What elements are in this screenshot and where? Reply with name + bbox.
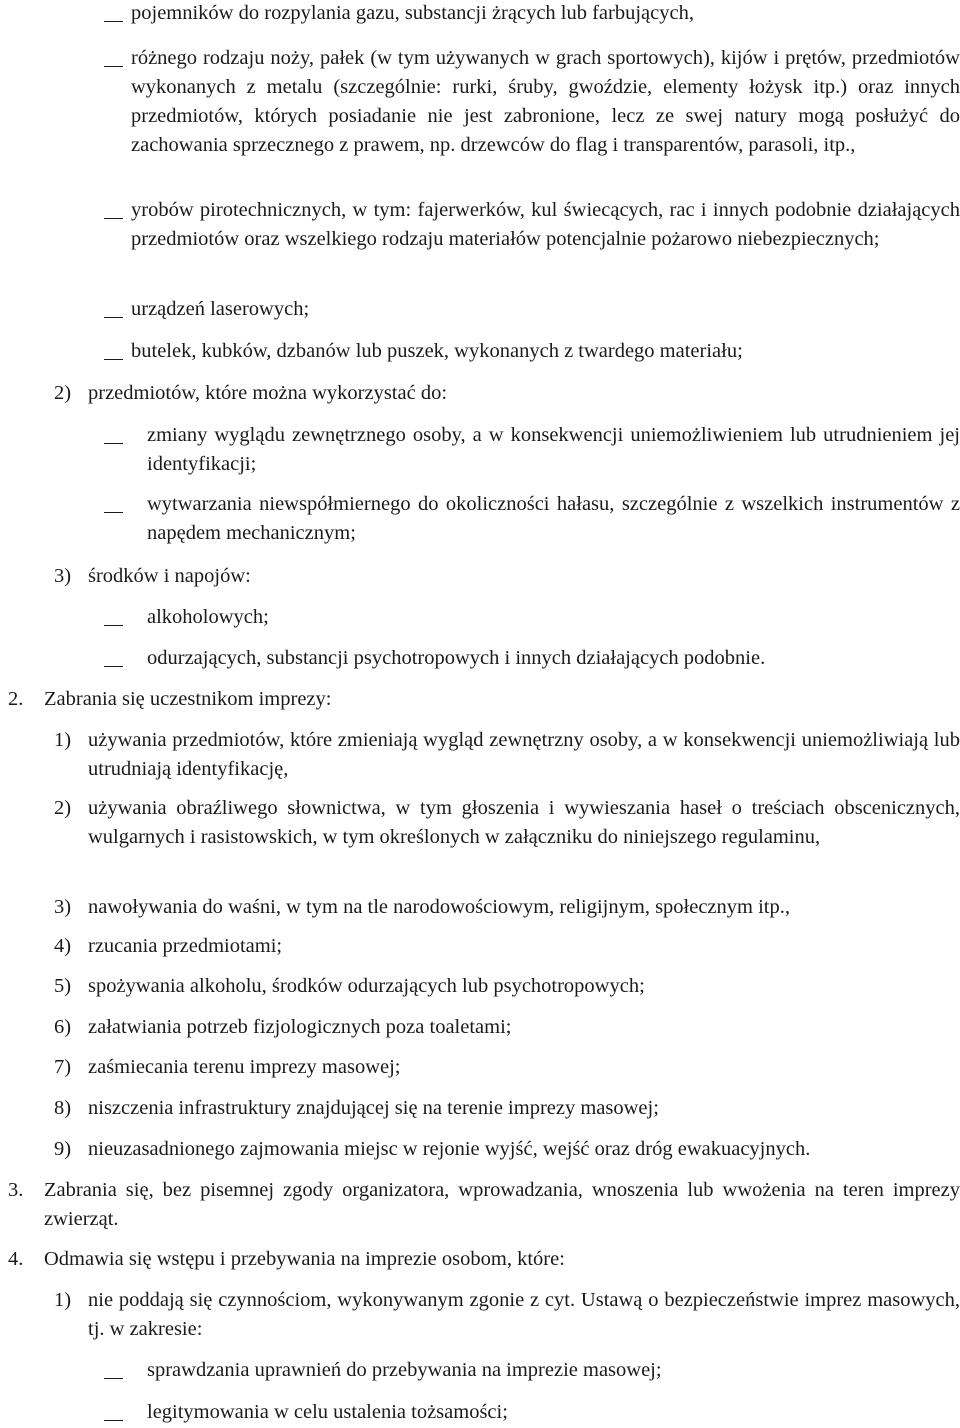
list-item <box>104 421 960 479</box>
item-text: odurzających, substancji psychotropowych i innych działających podobnie. <box>147 647 766 669</box>
item-number: 9) <box>54 1138 72 1160</box>
item-text: załatwiania potrzeb fizjologicznych poza toaletami; <box>88 1016 512 1038</box>
list-item <box>104 337 960 366</box>
section-text: Odmawia się wstępu i przebywania na imprezie osobom, które: <box>44 1248 565 1270</box>
item-number: 1) <box>54 729 72 751</box>
list-item <box>104 196 960 254</box>
list-item <box>54 562 960 591</box>
list-item <box>54 794 960 852</box>
section-text: Zabrania się, bez pisemnej zgody organizatora, wprowadzania, wnoszenia lub wwożenia na teren imprezy zwierząt. <box>44 1179 960 1230</box>
item-text: urządzeń laserowych; <box>131 298 310 320</box>
dash-bullet <box>104 337 131 366</box>
item-text: spożywania alkoholu, środków odurzających lub psychotropowych; <box>88 975 645 997</box>
item-text: rzucania przedmiotami; <box>88 935 283 957</box>
dash-bullet <box>104 490 147 519</box>
item-number: 7) <box>54 1056 72 1078</box>
item-text: niszczenia infrastruktury znajdującej się na terenie imprezy masowej; <box>88 1097 659 1119</box>
item-number: 2) <box>54 382 72 404</box>
item-text: zmiany wyglądu zewnętrznego osoby, a w konsekwencji uniemożliwieniem lub utrudnieniem jej identyfikacji; <box>147 424 960 475</box>
item-text: nawoływania do waśni, w tym na tle narodowościowym, religijnym, społecznym itp., <box>88 896 790 918</box>
list-item <box>104 1356 960 1385</box>
list-item <box>104 0 960 28</box>
dash-bullet <box>104 295 131 324</box>
section-item <box>8 685 960 714</box>
list-item <box>104 1398 960 1427</box>
item-number: 3) <box>54 565 72 587</box>
section-item <box>8 1245 960 1274</box>
dash-bullet <box>104 421 147 450</box>
list-item <box>104 490 960 548</box>
item-text: butelek, kubków, dzbanów lub puszek, wykonanych z twardego materiału; <box>131 340 743 362</box>
dash-bullet <box>104 603 147 632</box>
item-number: 1) <box>54 1289 72 1311</box>
item-text: środków i napojów: <box>88 565 251 587</box>
list-item <box>54 893 960 922</box>
item-text: wytwarzania niewspółmiernego do okoliczności hałasu, szczególnie z wszelkich instrumentów z napędem mechanicznym; <box>147 493 960 544</box>
list-item <box>54 1053 960 1082</box>
item-text: alkoholowych; <box>147 606 269 628</box>
list-item <box>54 972 960 1001</box>
list-item <box>104 644 960 673</box>
item-text: yrobów pirotechnicznych, w tym: fajerwerków, kul świecących, rac i innych podobnie działających przedmiotów oraz wszelkiego rodzaju materiałów potencjalnie pożarowo niebezpiecznych; <box>131 199 960 250</box>
dash-bullet <box>104 0 131 28</box>
item-number: 2) <box>54 797 72 819</box>
dash-bullet <box>104 196 131 225</box>
list-item <box>54 379 960 408</box>
item-text: pojemników do rozpylania gazu, substancji żrących lub farbujących, <box>131 2 694 24</box>
item-number: 5) <box>54 975 72 997</box>
section-text: Zabrania się uczestnikom imprezy: <box>44 688 332 710</box>
item-number: 3) <box>54 896 72 918</box>
item-text: nie poddają się czynnościom, wykonywanym zgonie z cyt. Ustawą o bezpieczeństwie imprez masowych, tj. w zakresie: <box>88 1289 960 1340</box>
dash-bullet <box>104 44 131 73</box>
item-text: legitymowania w celu ustalenia tożsamości; <box>147 1401 508 1423</box>
item-text: nieuzasadnionego zajmowania miejsc w rejonie wyjść, wejść oraz dróg ewakuacyjnych. <box>88 1138 811 1160</box>
item-number: 6) <box>54 1016 72 1038</box>
list-item <box>54 1094 960 1123</box>
list-item <box>54 932 960 961</box>
list-item <box>104 44 960 160</box>
item-text: różnego rodzaju noży, pałek (w tym używanych w grach sportowych), kijów i prętów, przedmiotów wykonanych z metalu (szczególnie: rurki, śruby, gwoździe, elementy łożysk itp.) oraz innych przedmiotów, których posiadanie nie jest zabronione, lecz ze swej natury mogą posłużyć do zachowania sprzecznego z prawem, np. drzewców do flag i transparentów, parasoli, itp., <box>131 47 960 156</box>
list-item <box>54 1013 960 1042</box>
item-text: przedmiotów, które można wykorzystać do: <box>88 382 448 404</box>
section-number: 3. <box>8 1179 24 1201</box>
dash-bullet <box>104 644 147 673</box>
list-item <box>54 1286 960 1344</box>
list-item <box>54 726 960 784</box>
item-text: zaśmiecania terenu imprezy masowej; <box>88 1056 401 1078</box>
list-item <box>104 295 960 324</box>
section-number: 4. <box>8 1248 24 1270</box>
item-text: używania obraźliwego słownictwa, w tym głoszenia i wywieszania haseł o treściach obscenicznych, wulgarnych i rasistowskich, w tym określonych w załączniku do niniejszego regulaminu, <box>88 797 960 848</box>
section-item <box>8 1176 960 1234</box>
item-text: sprawdzania uprawnień do przebywania na imprezie masowej; <box>147 1359 662 1381</box>
list-item <box>104 603 960 632</box>
list-item <box>54 1135 960 1164</box>
section-number: 2. <box>8 688 24 710</box>
dash-bullet <box>104 1356 147 1385</box>
item-number: 8) <box>54 1097 72 1119</box>
dash-bullet <box>104 1398 147 1427</box>
item-text: używania przedmiotów, które zmieniają wygląd zewnętrzny osoby, a w konsekwencji uniemożliwiają lub utrudniają identyfikację, <box>88 729 960 780</box>
item-number: 4) <box>54 935 72 957</box>
